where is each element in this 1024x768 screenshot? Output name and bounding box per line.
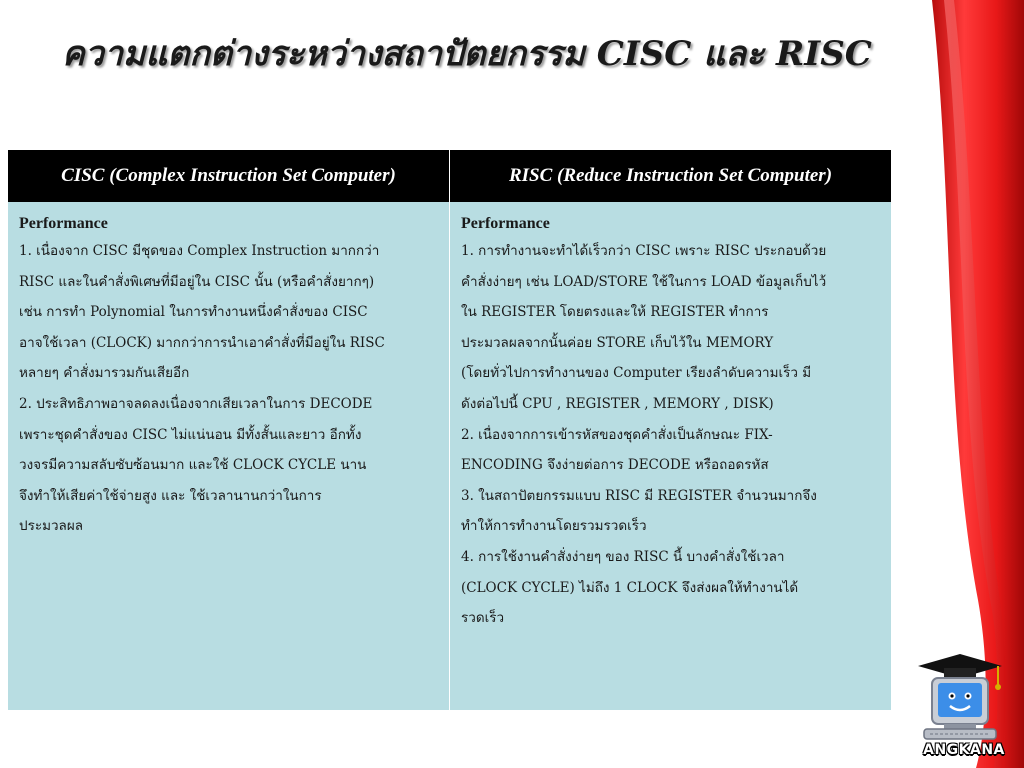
graduate-computer-mascot-icon — [910, 652, 1010, 744]
risc-line: ประมวลผลจากนั้นค่อย STORE เก็บไว้ใน MEMORY — [461, 334, 774, 351]
cisc-line: ประมวลผล — [19, 518, 84, 535]
risc-line: 4. การใช้งานคำสั่งง่ายๆ ของ RISC นี้ บางคำสั่งใช้เวลา — [461, 548, 785, 565]
cisc-line: วงจรมีความสลับซับซ้อนมาก และใช้ CLOCK CYCLE นาน — [19, 457, 367, 474]
header-cisc: CISC (Complex Instruction Set Computer) — [8, 150, 450, 202]
cisc-line: อาจใช้เวลา (CLOCK) มากกว่าการนำเอาคำสั่งที่มีอยู่ใน RISC — [19, 334, 385, 351]
comparison-table — [8, 150, 891, 710]
risc-line: (CLOCK CYCLE) ไม่ถึง 1 CLOCK จึงส่งผลให้ทำงานได้ — [461, 579, 799, 596]
risc-line: 3. ในสถาปัตยกรรมแบบ RISC มี REGISTER จำนวนมากจึง — [461, 487, 817, 504]
cisc-line: เพราะชุดคำสั่งของ CISC ไม่แน่นอน มีทั้งสั้นและยาว อีกทั้ง — [19, 426, 362, 443]
risc-line: (โดยทั่วไปการทำงานของ Computer เรียงลำดับความเร็ว มี — [461, 365, 812, 382]
risc-line: คำสั่งง่ายๆ เช่น LOAD/STORE ใช้ในการ LOAD ข้อมูลเก็บไว้ — [461, 273, 827, 290]
risc-heading: Performance — [461, 215, 550, 232]
cisc-line: 2. ประสิทธิภาพอาจลดลงเนื่องจากเสียเวลาในการ DECODE — [19, 395, 373, 412]
cisc-cell — [8, 202, 450, 710]
header-risc: RISC (Reduce Instruction Set Computer) — [450, 150, 892, 202]
risc-line: ดังต่อไปนี้ CPU , REGISTER , MEMORY , DISK) — [461, 395, 774, 412]
brand-label: ANGKANA — [923, 742, 1005, 758]
risc-cell — [450, 202, 892, 710]
risc-line: รวดเร็ว — [461, 610, 505, 627]
cisc-heading: Performance — [19, 215, 108, 232]
risc-line: ใน REGISTER โดยตรงและให้ REGISTER ทำการ — [461, 304, 769, 321]
table-header-row — [8, 150, 891, 202]
cisc-line: RISC และในคำสั่งพิเศษที่มีอยู่ใน CISC นั้น (หรือคำสั่งยากๆ) — [19, 273, 375, 290]
risc-line: 2. เนื่องจากการเข้ารหัสของชุดคำสั่งเป็นลักษณะ FIX- — [461, 426, 773, 443]
risc-line: ENCODING จึงง่ายต่อการ DECODE หรือถอดรหัส — [461, 457, 769, 474]
table-row — [8, 202, 891, 710]
risc-line: 1. การทำงานจะทำได้เร็วกว่า CISC เพราะ RISC ประกอบด้วย — [461, 243, 827, 259]
risc-line: ทำให้การทำงานโดยรวมรวดเร็ว — [461, 518, 647, 535]
cisc-line: จึงทำให้เสียค่าใช้จ่ายสูง และ ใช้เวลานานกว่าในการ — [19, 487, 322, 504]
cisc-line: หลายๆ คำสั่งมารวมกันเสียอีก — [19, 365, 190, 382]
cisc-line: 1. เนื่องจาก CISC มีชุดของ Complex Instruction มากกว่า — [19, 243, 380, 259]
slide-title: ความแตกต่างระหว่างสถาปัตยกรรม CISC และ RISC — [62, 34, 872, 74]
cisc-line: เช่น การทำ Polynomial ในการทำงานหนึ่งคำสั่งของ CISC — [19, 304, 368, 321]
